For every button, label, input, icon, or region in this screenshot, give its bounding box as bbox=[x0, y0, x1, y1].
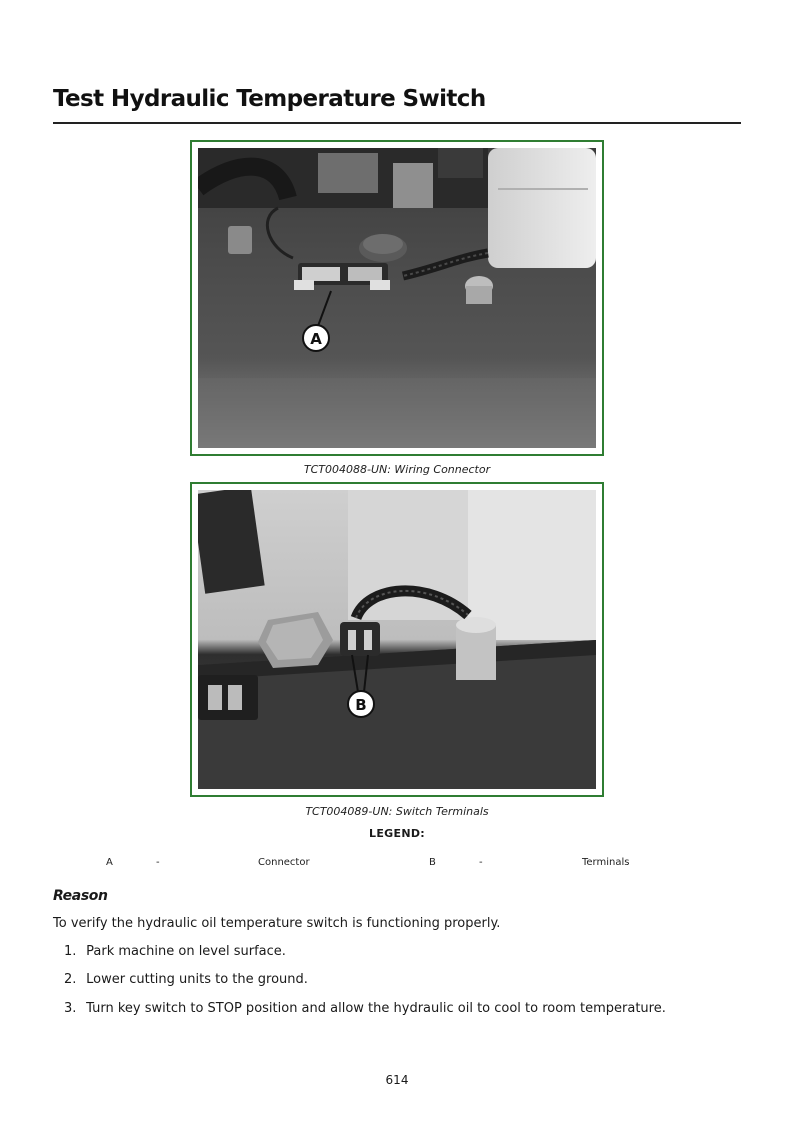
figure-wiring-connector bbox=[190, 140, 604, 456]
wiring-connector-photo bbox=[198, 148, 596, 448]
list-item bbox=[64, 972, 308, 987]
figure-caption: TCT004088-UN: Wiring Connector bbox=[303, 463, 491, 476]
legend-heading: LEGEND: bbox=[369, 827, 425, 840]
callout-b: B bbox=[355, 696, 367, 714]
switch-terminals-photo bbox=[198, 490, 596, 789]
figure-switch-terminals bbox=[190, 482, 604, 797]
step-text: Park machine on level surface. bbox=[86, 944, 286, 959]
list-item bbox=[64, 1001, 666, 1016]
callout-a: A bbox=[310, 330, 322, 348]
legend-key: A bbox=[106, 857, 113, 868]
step-number: 1. bbox=[64, 944, 77, 959]
legend-separator: - bbox=[479, 857, 483, 868]
title-rule bbox=[53, 122, 741, 124]
list-item bbox=[64, 944, 286, 959]
step-number: 3. bbox=[64, 1001, 77, 1016]
step-number: 2. bbox=[64, 972, 77, 987]
legend-key: B bbox=[429, 857, 436, 868]
step-text: Turn key switch to STOP position and allow the hydraulic oil to cool to room temperature. bbox=[86, 1001, 666, 1016]
legend-separator: - bbox=[156, 857, 160, 868]
page-number: 614 bbox=[385, 1073, 409, 1087]
intro-text: To verify the hydraulic oil temperature switch is functioning properly. bbox=[53, 916, 501, 931]
legend-label: Terminals bbox=[582, 857, 630, 868]
page-title: Test Hydraulic Temperature Switch bbox=[53, 86, 486, 112]
legend-label: Connector bbox=[258, 857, 310, 868]
section-heading: Reason bbox=[53, 888, 108, 904]
figure-caption: TCT004089-UN: Switch Terminals bbox=[305, 805, 489, 818]
step-text: Lower cutting units to the ground. bbox=[86, 972, 308, 987]
